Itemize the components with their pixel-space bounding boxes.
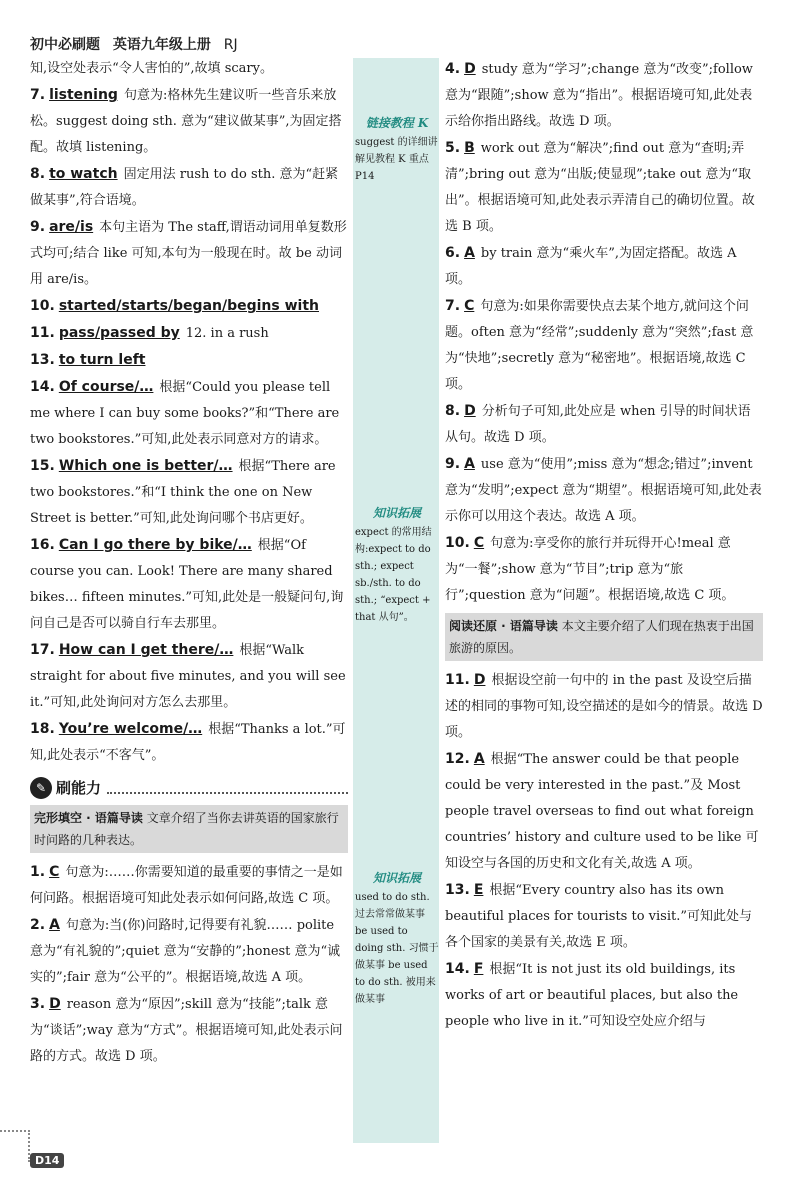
answer-item xyxy=(30,532,348,637)
item-explanation: 句意为:……你需要知道的最重要的事情之一是如何问路。根据语境可知此处表示如何问路,故选 C 项。 xyxy=(30,865,343,906)
item-number: 5. xyxy=(445,140,461,156)
item-number: 7. xyxy=(30,87,46,103)
answer-item xyxy=(30,320,348,347)
answer-item xyxy=(445,667,763,746)
item-explanation: 固定用法 rush to do sth. 意为“赶紧做某事”,符合语境。 xyxy=(30,167,339,208)
item-number: 6. xyxy=(445,245,461,261)
answer-item xyxy=(30,293,348,320)
page-number: D14 xyxy=(30,1153,64,1168)
item-explanation: 知,设空处表示“令人害怕的”,故填 scary。 xyxy=(30,61,273,76)
item-answer: Of course/… xyxy=(58,379,154,395)
item-answer: started/starts/began/begins with xyxy=(58,298,319,314)
item-answer: How can I get there/… xyxy=(58,642,234,658)
corner-dots xyxy=(0,1130,30,1162)
item-explanation: 根据“Every country also has its own beautiful places for tourists to visit.”可知此处与各个国家的美景有关,故选 E 项。 xyxy=(445,883,752,950)
answer-item xyxy=(445,530,763,609)
item-number: 1. xyxy=(30,864,46,880)
answer-item xyxy=(30,453,348,532)
item-number: 18. xyxy=(30,721,55,737)
answer-item xyxy=(30,161,348,214)
item-number: 9. xyxy=(445,456,461,472)
side-note-2 xyxy=(355,505,439,626)
answer-item xyxy=(30,214,348,293)
item-number: 13. xyxy=(30,352,55,368)
item-explanation: 句意为:格林先生建议听一些音乐来放松。suggest doing sth. 意为“建议做某事”,为固定搭配。故填 listening。 xyxy=(30,88,342,155)
item-explanation: work out 意为“解决”;find out 意为“查明;弄清”;bring out 意为“出版;使显现”;take out 意为“取出”。根据语境可知,此处表示弄清自己的确切位置。故选 B 项。 xyxy=(445,141,755,234)
item-answer: to turn left xyxy=(58,352,146,368)
item-number: 10. xyxy=(30,298,55,314)
pencil-icon: ✎ xyxy=(30,777,52,799)
side-note-heading: 知识拓展 xyxy=(372,871,421,885)
item-explanation: 句意为:当(你)问路时,记得要有礼貌…… polite 意为“有礼貌的”;quiet 意为“安静的”;honest 意为“诚实的”;fair 意为“公平的”。根据语境,故选 A 项。 xyxy=(30,918,341,985)
item-answer: D xyxy=(464,403,476,419)
item-explanation: study 意为“学习”;change 意为“改变”;follow 意为“跟随”;show 意为“指出”。根据语境可知,此处表示给你指出路线。故选 D 项。 xyxy=(445,62,753,129)
item-number: 14. xyxy=(30,379,55,395)
item-number: 12. xyxy=(445,751,470,767)
item-explanation: 根据“Could you please tell me where I can buy some books?”和“There are two bookstores.”可知,此处表示同意对方的请求。 xyxy=(30,380,340,447)
side-note-text: used to do sth. 过去常常做某事 be used to doing sth. 习惯于做某事 be used to do sth. 被用来做某事 xyxy=(355,892,439,1005)
item-answer: A xyxy=(49,917,60,933)
item-answer: F xyxy=(473,961,484,977)
item-explanation: 根据“Walk straight for about five minutes, and you will see it.”可知,此处询问对方怎么去那里。 xyxy=(30,643,346,710)
item-number: 8. xyxy=(445,403,461,419)
item-explanation: 根据“Thanks a lot.”可知,此处表示“不客气”。 xyxy=(30,722,346,763)
item-explanation: 句意为:享受你的旅行并玩得开心!meal 意为“一餐”;show 意为“节目”;trip 意为“旅行”;question 意为“问题”。根据语境,故选 C 项。 xyxy=(445,536,735,603)
item-answer: C xyxy=(473,535,485,551)
item-answer: A xyxy=(464,245,475,261)
answer-item xyxy=(445,240,763,293)
side-note-1 xyxy=(355,115,439,185)
side-note-text: suggest 的详细讲解见教程 K 重点 P14 xyxy=(355,137,438,182)
item-number: 7. xyxy=(445,298,461,314)
item-answer: A xyxy=(464,456,475,472)
answer-item xyxy=(445,746,763,877)
item-number: 11. xyxy=(30,325,55,341)
answer-item xyxy=(30,82,348,161)
item-answer: Which one is better/… xyxy=(58,458,233,474)
item-number: 2. xyxy=(30,917,46,933)
answer-item xyxy=(30,347,348,374)
item-answer: to watch xyxy=(49,166,118,182)
answer-item xyxy=(445,135,763,240)
item-answer: You’re welcome/… xyxy=(58,721,203,737)
side-note-heading: 链接教程 K xyxy=(365,116,429,130)
item-number: 8. xyxy=(30,166,46,182)
reading-guide-box xyxy=(445,613,763,661)
answer-item xyxy=(445,56,763,135)
answer-item xyxy=(30,859,348,912)
item-answer: D xyxy=(464,61,476,77)
answer-item xyxy=(445,877,763,956)
item-answer: D xyxy=(473,672,486,688)
item-number: 15. xyxy=(30,458,55,474)
subject-title: 英语九年级上册 xyxy=(112,37,211,53)
item-answer: pass/passed by xyxy=(58,325,180,341)
item-explanation: 分析句子可知,此处应是 when 引导的时间状语从句。故选 D 项。 xyxy=(445,404,751,445)
item-explanation: 根据“The answer could be that people could be very interested in the past.”及 Most people travel overseas to find out what foreign countries’ history and culture used to be like 可知设空与各国的历史和文化有关,故选 A 项。 xyxy=(445,752,759,871)
item-explanation: 根据“There are two bookstores.”和“I think the one on New Street is better.”可知,此处询问哪个书店更好。 xyxy=(30,459,336,526)
answer-item xyxy=(30,56,348,82)
cloze-guide-label: 完形填空 · 语篇导读 xyxy=(34,811,143,825)
cloze-guide-text: 文章介绍了当你去讲英语的国家旅行时问路的几种表达。 xyxy=(34,811,339,847)
item-explanation: by train 意为“乘火车”,为固定搭配。故选 A 项。 xyxy=(445,246,737,287)
item-number: 17. xyxy=(30,642,55,658)
item-explanation: 根据设空前一句中的 in the past 及设空后描述的相同的事物可知,设空描述的是如今的情景。故选 D 项。 xyxy=(445,673,763,740)
dotted-divider xyxy=(107,782,348,794)
item-answer: B xyxy=(464,140,475,156)
answer-item xyxy=(30,637,348,716)
item-number: 9. xyxy=(30,219,46,235)
answer-item xyxy=(30,912,348,991)
side-note-heading: 知识拓展 xyxy=(372,506,421,520)
answer-item xyxy=(445,398,763,451)
item-explanation: 本句主语为 The staff,谓语动词用单复数形式均可;结合 like 可知,本句为一般现在时。故 be 动词用 are/is。 xyxy=(30,220,347,287)
item-explanation: 句意为:如果你需要快点去某个地方,就问这个问题。often 意为“经常”;suddenly 意为“突然”;fast 意为“快地”;secretly 意为“秘密地”。根据语境,故选 C 项。 xyxy=(445,299,754,392)
item-number: 4. xyxy=(445,61,461,77)
answer-item xyxy=(445,293,763,398)
answer-item xyxy=(445,451,763,530)
item-answer: E xyxy=(473,882,484,898)
reading-guide-text: 本文主要介绍了人们现在热衷于出国旅游的原因。 xyxy=(449,619,754,655)
item-explanation: reason 意为“原因”;skill 意为“技能”;talk 意为“谈话”;way 意为“方式”。根据语境可知,此处表示问路的方式。故选 D 项。 xyxy=(30,997,343,1064)
item-answer: C xyxy=(49,864,60,880)
right-column xyxy=(445,56,763,1035)
section-heading xyxy=(30,775,348,801)
side-note-text: expect 的常用结构:expect to do sth.; expect sb./sth. to do sth.; “expect + that 从句”。 xyxy=(355,527,432,623)
answer-item xyxy=(445,956,763,1035)
item-explanation: 根据“Of course you can. Look! There are many shared bikes… fifteen minutes.”可知,此处是一般疑问句,询问自己是否可以骑自行车去那里。 xyxy=(30,538,344,631)
cloze-guide-box xyxy=(30,805,348,853)
reading-guide-label: 阅读还原 · 语篇导读 xyxy=(449,619,558,633)
item-answer: are/is xyxy=(49,219,94,235)
item-number: 11. xyxy=(445,672,470,688)
left-column xyxy=(30,56,348,1070)
answer-item xyxy=(30,716,348,769)
item-explanation: 12. in a rush xyxy=(185,326,269,341)
item-explanation: use 意为“使用”;miss 意为“想念;错过”;invent 意为“发明”;expect 意为“期望”。根据语境可知,此处表示你可以用这个表达。故选 A 项。 xyxy=(445,457,762,524)
item-answer: listening xyxy=(49,87,118,103)
edition-label: RJ xyxy=(223,37,238,53)
series-title: 初中必刷题 xyxy=(30,37,100,53)
page-header xyxy=(30,34,246,54)
item-answer: C xyxy=(464,298,475,314)
item-number: 3. xyxy=(30,996,46,1012)
item-number: 14. xyxy=(445,961,470,977)
item-explanation: 根据“It is not just its old buildings, its works of art or beautiful places, but also the people who live in it.”可知设空处应介绍与 xyxy=(445,962,739,1029)
item-answer: D xyxy=(49,996,61,1012)
answer-item xyxy=(30,374,348,453)
side-note-3 xyxy=(355,870,439,1008)
item-number: 16. xyxy=(30,537,55,553)
item-answer: Can I go there by bike/… xyxy=(58,537,252,553)
answer-item xyxy=(30,991,348,1070)
section-title: 刷能力 xyxy=(56,779,102,797)
item-number: 13. xyxy=(445,882,470,898)
item-answer: A xyxy=(473,751,485,767)
item-number: 10. xyxy=(445,535,470,551)
